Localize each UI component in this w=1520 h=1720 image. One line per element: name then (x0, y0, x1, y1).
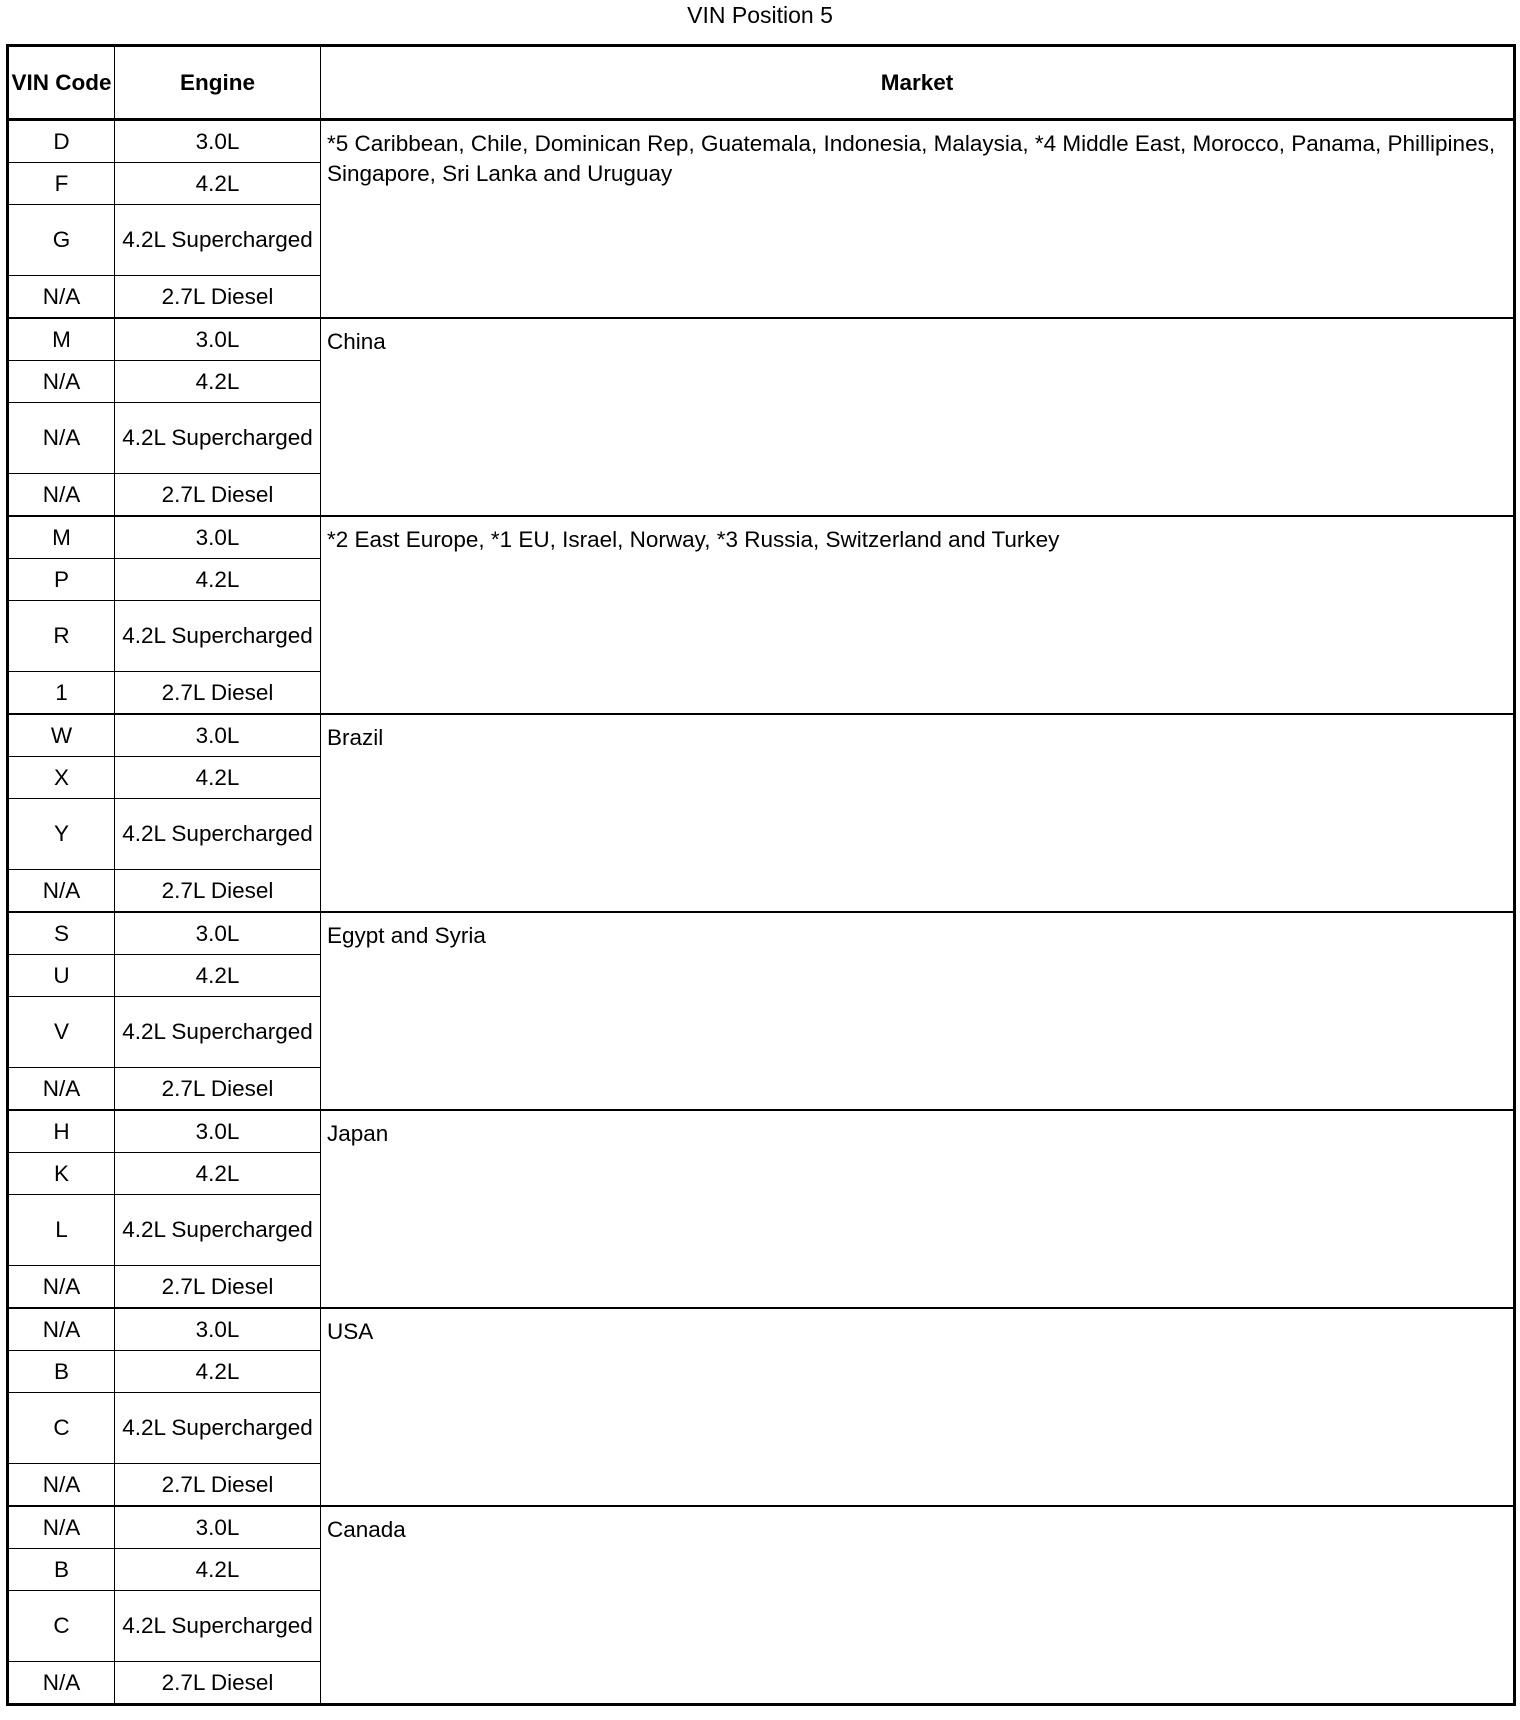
engine-cell: 2.7L Diesel (115, 1464, 321, 1507)
engine-cell: 2.7L Diesel (115, 1266, 321, 1309)
vin-code-cell: R (8, 601, 115, 672)
vin-code-cell: 1 (8, 672, 115, 715)
vin-code-cell: N/A (8, 1068, 115, 1111)
header-engine: Engine (115, 46, 321, 120)
vin-code-cell: N/A (8, 1662, 115, 1705)
market-cell (321, 1110, 1515, 1308)
table-body (8, 120, 1515, 1705)
table-row (8, 1110, 1515, 1153)
vin-code-cell: N/A (8, 474, 115, 517)
engine-cell: 4.2L (115, 1351, 321, 1393)
vin-code-cell: C (8, 1591, 115, 1662)
market-text: Japan (327, 1121, 389, 1146)
table-row (8, 714, 1515, 757)
vin-position-table (6, 44, 1516, 1706)
engine-cell: 3.0L (115, 1308, 321, 1351)
vin-code-cell: L (8, 1195, 115, 1266)
vin-code-cell: N/A (8, 361, 115, 403)
engine-cell: 2.7L Diesel (115, 276, 321, 319)
engine-cell: 4.2L Supercharged (115, 1591, 321, 1662)
market-text: Brazil (327, 725, 384, 750)
vin-code-cell: X (8, 757, 115, 799)
vin-code-cell: N/A (8, 403, 115, 474)
table-row (8, 1308, 1515, 1351)
engine-cell: 4.2L (115, 1549, 321, 1591)
header-vin-code: VIN Code (8, 46, 115, 120)
vin-code-cell: B (8, 1351, 115, 1393)
engine-cell: 3.0L (115, 1110, 321, 1153)
engine-cell: 4.2L Supercharged (115, 205, 321, 276)
market-text: China (327, 329, 386, 354)
vin-code-cell: P (8, 559, 115, 601)
vin-code-cell: N/A (8, 1506, 115, 1549)
engine-cell: 4.2L (115, 1153, 321, 1195)
engine-cell: 3.0L (115, 318, 321, 361)
engine-cell: 4.2L (115, 559, 321, 601)
engine-cell: 4.2L (115, 361, 321, 403)
engine-cell: 3.0L (115, 714, 321, 757)
engine-cell: 3.0L (115, 120, 321, 163)
table-row (8, 120, 1515, 163)
engine-cell: 4.2L Supercharged (115, 799, 321, 870)
table-row (8, 1506, 1515, 1549)
vin-code-cell: S (8, 912, 115, 955)
market-text: *2 East Europe, *1 EU, Israel, Norway, *3 Russia, Switzerland and Turkey (327, 527, 1060, 552)
market-text: Egypt and Syria (327, 923, 486, 948)
engine-cell: 4.2L Supercharged (115, 1393, 321, 1464)
market-text: Canada (327, 1517, 406, 1542)
vin-code-cell: M (8, 516, 115, 559)
market-cell (321, 1506, 1515, 1705)
engine-cell: 4.2L (115, 757, 321, 799)
vin-code-cell: B (8, 1549, 115, 1591)
engine-cell: 3.0L (115, 516, 321, 559)
vin-code-cell: G (8, 205, 115, 276)
header-market: Market (321, 46, 1515, 120)
market-cell (321, 120, 1515, 319)
engine-cell: 2.7L Diesel (115, 672, 321, 715)
vin-code-cell: H (8, 1110, 115, 1153)
vin-code-cell: N/A (8, 1266, 115, 1309)
engine-cell: 2.7L Diesel (115, 474, 321, 517)
engine-cell: 4.2L (115, 955, 321, 997)
vin-code-cell: C (8, 1393, 115, 1464)
market-cell (321, 714, 1515, 912)
engine-cell: 2.7L Diesel (115, 870, 321, 913)
vin-code-cell: N/A (8, 276, 115, 319)
vin-code-cell: N/A (8, 1464, 115, 1507)
engine-cell: 4.2L Supercharged (115, 403, 321, 474)
market-cell (321, 516, 1515, 714)
vin-code-cell: D (8, 120, 115, 163)
vin-code-cell: Y (8, 799, 115, 870)
table-row (8, 912, 1515, 955)
engine-cell: 4.2L (115, 163, 321, 205)
engine-cell: 4.2L Supercharged (115, 997, 321, 1068)
vin-code-cell: K (8, 1153, 115, 1195)
market-text: USA (327, 1319, 374, 1344)
page-title: VIN Position 5 (687, 2, 833, 28)
engine-cell: 2.7L Diesel (115, 1662, 321, 1705)
market-cell (321, 1308, 1515, 1506)
market-cell (321, 912, 1515, 1110)
market-cell (321, 318, 1515, 516)
engine-cell: 4.2L Supercharged (115, 601, 321, 672)
market-text: *5 Caribbean, Chile, Dominican Rep, Guatemala, Indonesia, Malaysia, *4 Middle East, Morocco, Panama, Phillipines, Singapore, Sri Lanka and Uruguay (327, 131, 1496, 186)
engine-cell: 3.0L (115, 912, 321, 955)
engine-cell: 2.7L Diesel (115, 1068, 321, 1111)
vin-code-cell: M (8, 318, 115, 361)
header-row (8, 46, 1515, 120)
vin-code-cell: V (8, 997, 115, 1068)
vin-code-cell: N/A (8, 870, 115, 913)
table-row (8, 318, 1515, 361)
vin-code-cell: F (8, 163, 115, 205)
engine-cell: 3.0L (115, 1506, 321, 1549)
vin-code-cell: U (8, 955, 115, 997)
vin-code-cell: W (8, 714, 115, 757)
engine-cell: 4.2L Supercharged (115, 1195, 321, 1266)
vin-code-cell: N/A (8, 1308, 115, 1351)
table-row (8, 516, 1515, 559)
